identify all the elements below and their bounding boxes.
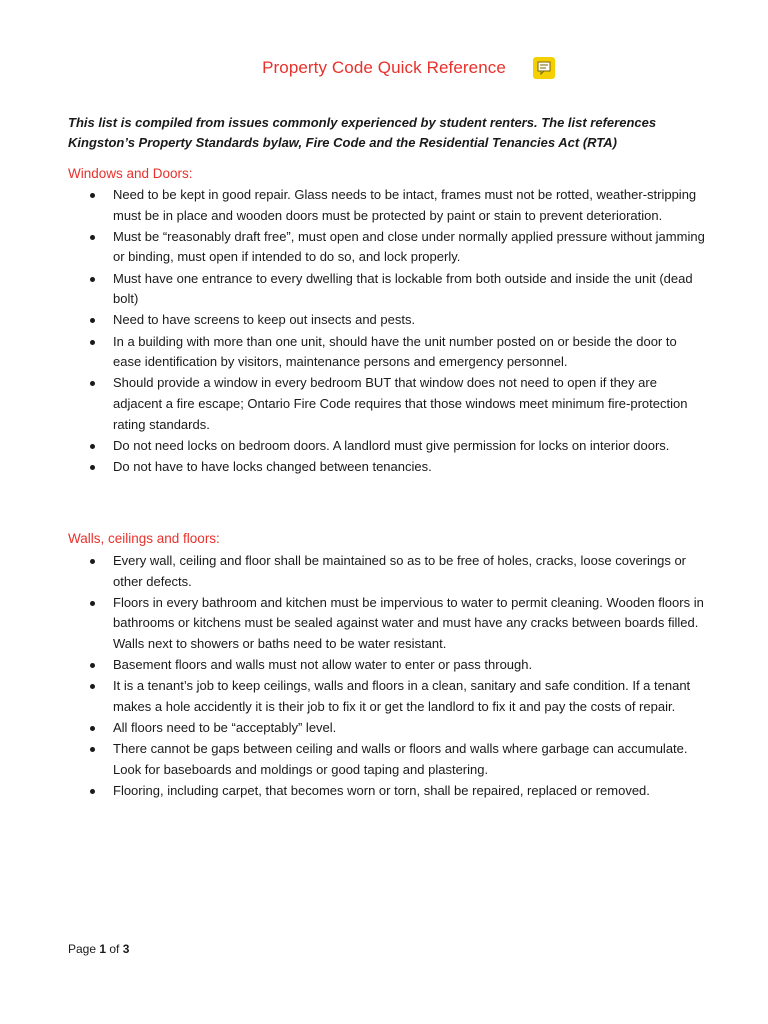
comment-glyph [537,61,551,75]
walls-floors-list [68,551,708,802]
footer-prefix: Page [68,942,100,956]
list-item: Do not have to have locks changed between tenancies. [68,457,708,478]
list-item: In a building with more than one unit, should have the unit number posted on or beside the door to ease identification by visitors, maintenance persons and emergency personnel. [68,332,708,373]
list-item: Do not need locks on bedroom doors. A landlord must give permission for locks on interior doors. [68,436,708,457]
page-title: Property Code Quick Reference [262,58,506,77]
current-page-number: 1 [99,942,107,956]
list-item: Must have one entrance to every dwelling that is lockable from both outside and inside the unit (dead bolt) [68,269,708,310]
windows-doors-list [68,185,708,478]
list-item: Need to be kept in good repair. Glass needs to be intact, frames must not be rotted, weather-stripping must be in place and wooden doors must be protected by paint or stain to prevent deterioration. [68,185,708,226]
total-pages-number: 3 [122,942,130,956]
list-item: Floors in every bathroom and kitchen must be impervious to water to permit cleaning. Wooden floors in bathrooms or kitchens must be sealed against water and must have any cracks between boards filled. Walls next to showers or baths need to be water resistant. [68,593,708,655]
page-footer [68,942,129,956]
list-item: Every wall, ceiling and floor shall be maintained so as to be free of holes, cracks, loose coverings or other defects. [68,551,708,592]
section-heading-walls-floors: Walls, ceilings and floors: [68,531,220,546]
list-item: It is a tenant’s job to keep ceilings, walls and floors in a clean, sanitary and safe condition. If a tenant makes a hole accidently it is their job to fix it or get the landlord to fix it and pay the costs of repair. [68,676,708,717]
comment-icon[interactable] [533,57,555,79]
section-heading-windows-doors: Windows and Doors: [68,166,193,181]
footer-middle: of [106,942,123,956]
list-item: Should provide a window in every bedroom BUT that window does not need to open if they are adjacent a fire escape; Ontario Fire Code requires that those windows meet minimum fire-protection rating standards. [68,373,708,435]
intro-paragraph: This list is compiled from issues commonly experienced by student renters. The list references Kingston’s Property Standards bylaw, Fire Code and the Residential Tenancies Act (RTA) [68,115,657,150]
list-item: Basement floors and walls must not allow water to enter or pass through. [68,655,708,676]
list-item: All floors need to be “acceptably” level. [68,718,708,739]
list-item: Need to have screens to keep out insects and pests. [68,310,708,331]
list-item: Must be “reasonably draft free”, must open and close under normally applied pressure without jamming or binding, must open if intended to do so, and lock properly. [68,227,708,268]
list-item: Flooring, including carpet, that becomes worn or torn, shall be repaired, replaced or removed. [68,781,708,802]
page-header [0,58,768,78]
list-item: There cannot be gaps between ceiling and walls or floors and walls where garbage can accumulate. Look for baseboards and moldings or good taping and plastering. [68,739,708,780]
